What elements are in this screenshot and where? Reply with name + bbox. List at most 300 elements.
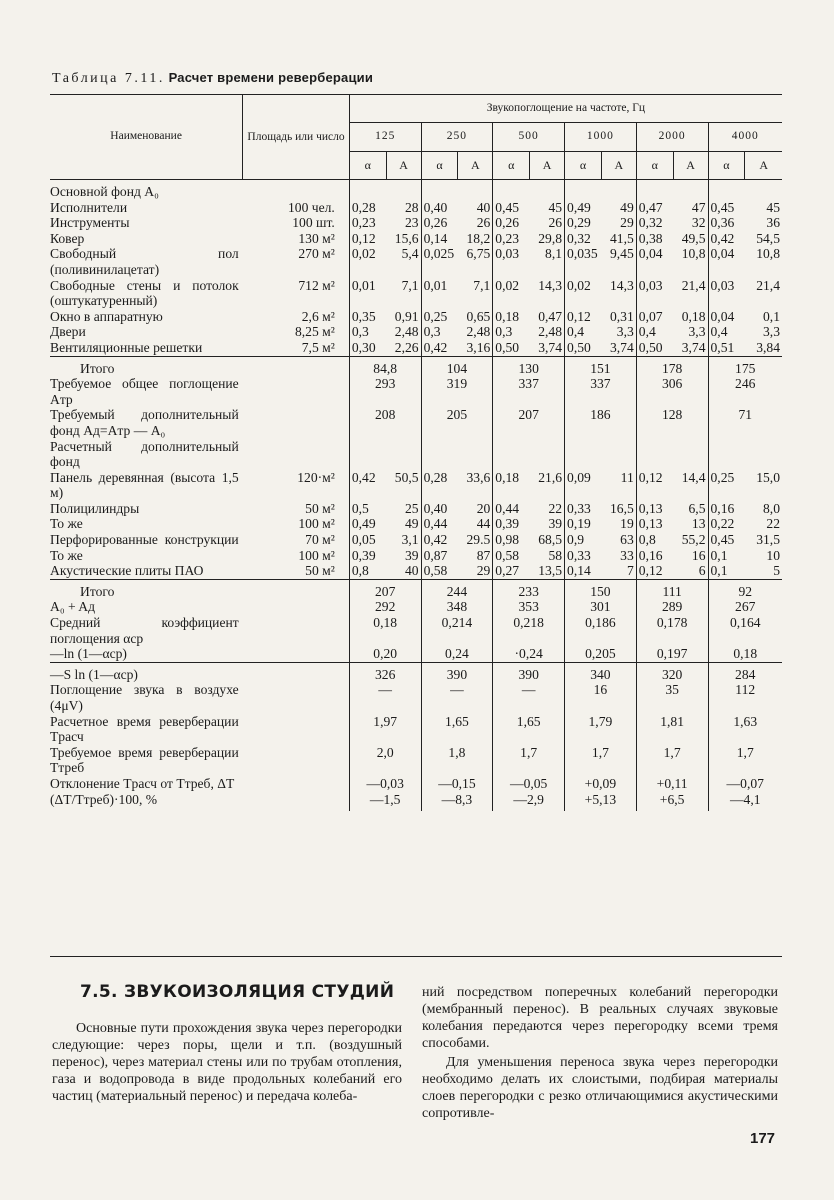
frequency-header: 4000 bbox=[708, 123, 782, 151]
absorption-value: 0,47 bbox=[530, 309, 565, 325]
spacer-cell bbox=[708, 807, 745, 811]
alpha-value: 0,13 bbox=[638, 500, 663, 516]
spacer-cell bbox=[243, 807, 350, 811]
alpha-value: 0,04 bbox=[710, 308, 735, 324]
row-area bbox=[243, 776, 350, 792]
frequency-value: 104 bbox=[421, 361, 493, 377]
alpha-value: 0,42 bbox=[423, 532, 448, 548]
absorption-value: 26 bbox=[530, 215, 565, 231]
table-row bbox=[50, 516, 782, 532]
absorption-value: 8,1 bbox=[530, 246, 565, 277]
table-caption-label: Таблица 7.11. bbox=[52, 71, 165, 86]
frequency-value: 1,7 bbox=[493, 745, 565, 776]
alpha-value: 0,23 bbox=[351, 215, 376, 231]
alpha-value: 0,98 bbox=[495, 532, 520, 548]
alpha-value: 0,28 bbox=[351, 199, 376, 215]
absorption-value: 5 bbox=[773, 563, 780, 579]
alpha-value: 0,40 bbox=[423, 199, 448, 215]
alpha-value: 0,26 bbox=[423, 215, 448, 231]
row-name: Требуемое общее поглощение Aтр bbox=[50, 376, 239, 407]
alpha-value: 0,3 bbox=[495, 324, 513, 340]
spacer-cell bbox=[565, 807, 602, 811]
absorption-value: 3,84 bbox=[756, 339, 780, 355]
alpha-value: 0,33 bbox=[567, 500, 591, 516]
absorption-a-header: A bbox=[530, 151, 565, 179]
alpha-value: 0,4 bbox=[567, 324, 585, 340]
absorption-value: 0,31 bbox=[601, 309, 636, 325]
alpha-value: 0,45 bbox=[710, 199, 735, 215]
row-name: Поглощение звука в воздухе (4μV) bbox=[50, 682, 239, 713]
row-area bbox=[243, 714, 350, 745]
spacer-cell bbox=[493, 807, 530, 811]
alpha-header: α bbox=[349, 151, 386, 179]
frequency-value: — bbox=[421, 682, 493, 713]
absorption-value: 55,2 bbox=[673, 532, 708, 548]
row-name: Панель деревянная (высота 1,5 м) bbox=[50, 469, 239, 501]
alpha-value: 0,58 bbox=[423, 563, 448, 579]
table-row bbox=[50, 324, 782, 340]
frequency-value: 348 bbox=[421, 599, 493, 615]
spacer-cell bbox=[386, 807, 421, 811]
absorption-value: 5,4 bbox=[386, 246, 421, 277]
frequency-value: 0,197 bbox=[636, 646, 708, 662]
row-name: Средний коэффициент поглощения αср bbox=[50, 615, 239, 646]
frequency-value: 0,178 bbox=[636, 615, 708, 646]
absorption-value: 6,75 bbox=[458, 246, 493, 277]
row-name: Итого bbox=[80, 583, 115, 599]
frequency-value: 390 bbox=[421, 667, 493, 683]
alpha-value: 0,02 bbox=[567, 277, 591, 293]
absorption-value: 29,8 bbox=[530, 231, 565, 247]
alpha-value: 0,025 bbox=[423, 246, 455, 262]
summary-row bbox=[50, 407, 782, 438]
alpha-value: 0,16 bbox=[710, 500, 735, 516]
absorption-value: 14,3 bbox=[601, 278, 636, 309]
summary-row bbox=[50, 376, 782, 407]
frequency-value: 128 bbox=[636, 407, 708, 438]
left-column-paragraph: Основные пути прохождения звука через перегородки следующие: через поры, щели и т.п. (воздушный перенос), через материал стены или по трубам отопления, газа и водопровода в виде продольных колебаний его частиц (материальный перенос) и передача колеба- bbox=[52, 1021, 402, 1104]
absorption-value: 15,0 bbox=[756, 469, 780, 485]
alpha-value: 0,32 bbox=[638, 215, 663, 231]
frequency-value: 1,8 bbox=[421, 745, 493, 776]
absorption-value: 39 bbox=[386, 548, 421, 564]
table-caption-title: Расчет времени реверберации bbox=[168, 70, 374, 85]
absorption-value: 36 bbox=[766, 215, 780, 231]
absorption-a-header: A bbox=[458, 151, 493, 179]
alpha-value: 0,26 bbox=[495, 215, 520, 231]
row-area: 130 м² bbox=[243, 231, 350, 247]
absorption-value: 19 bbox=[601, 516, 636, 532]
alpha-value: 0,29 bbox=[567, 215, 591, 231]
alpha-value: 0,42 bbox=[351, 469, 376, 485]
alpha-value: 0,45 bbox=[710, 532, 735, 548]
absorption-value: 3,74 bbox=[673, 340, 708, 356]
spacer-cell bbox=[50, 807, 243, 811]
row-area: 7,5 м² bbox=[243, 340, 350, 356]
row-name: То же bbox=[50, 547, 83, 563]
alpha-value: 0,3 bbox=[351, 324, 369, 340]
row-area bbox=[243, 599, 350, 615]
row-name: Свободные стены и потолок (оштукатуренный) bbox=[50, 277, 239, 309]
summary-row bbox=[50, 361, 782, 377]
absorption-value: 44 bbox=[458, 516, 493, 532]
absorption-value: 15,6 bbox=[386, 231, 421, 247]
table-row bbox=[50, 231, 782, 247]
row-area bbox=[243, 792, 350, 808]
alpha-value: 0,3 bbox=[423, 324, 441, 340]
header-name: Наименование bbox=[50, 95, 243, 180]
absorption-value: 39 bbox=[530, 516, 565, 532]
alpha-header: α bbox=[708, 151, 745, 179]
frequency-value: 111 bbox=[636, 584, 708, 600]
alpha-value: 0,19 bbox=[567, 516, 591, 532]
row-area bbox=[243, 667, 350, 683]
absorption-value: 49,5 bbox=[673, 231, 708, 247]
frequency-value: 84,8 bbox=[349, 361, 421, 377]
absorption-value: 40 bbox=[386, 563, 421, 579]
alpha-value: 0,49 bbox=[351, 516, 376, 532]
spacer-cell bbox=[458, 807, 493, 811]
frequency-value: —0,05 bbox=[493, 776, 565, 792]
row-area: 100 м² bbox=[243, 516, 350, 532]
frequency-value: 1,7 bbox=[565, 745, 637, 776]
summary-row bbox=[50, 439, 782, 470]
absorption-value: 10 bbox=[766, 547, 780, 563]
table-row bbox=[50, 215, 782, 231]
table-row bbox=[50, 309, 782, 325]
row-area bbox=[243, 646, 350, 662]
summary-row bbox=[50, 776, 782, 792]
row-area: 50 м² bbox=[243, 501, 350, 517]
row-name: Полицилиндры bbox=[50, 500, 140, 516]
row-name: Окно в аппаратную bbox=[50, 308, 163, 324]
absorption-value: 40 bbox=[458, 200, 493, 216]
alpha-value: 0,12 bbox=[567, 308, 591, 324]
absorption-value: 3,3 bbox=[763, 324, 780, 340]
row-area: 100 шт. bbox=[243, 215, 350, 231]
table-row bbox=[50, 501, 782, 517]
summary-row bbox=[50, 667, 782, 683]
absorption-value: 63 bbox=[601, 532, 636, 548]
row-area: 712 м² bbox=[243, 278, 350, 309]
frequency-value: 1,65 bbox=[421, 714, 493, 745]
row-name: Основной фонд A₀ bbox=[50, 184, 159, 199]
frequency-value: 353 bbox=[493, 599, 565, 615]
frequency-value: 175 bbox=[735, 360, 756, 376]
summary-row bbox=[50, 599, 782, 615]
frequency-value: 292 bbox=[349, 599, 421, 615]
frequency-value: 0,20 bbox=[349, 646, 421, 662]
absorption-value: 13,5 bbox=[530, 563, 565, 579]
spacer-cell bbox=[673, 807, 708, 811]
absorption-value: 21,4 bbox=[756, 277, 780, 293]
frequency-value: 112 bbox=[735, 682, 756, 698]
absorption-value: 0,91 bbox=[386, 309, 421, 325]
frequency-header: 1000 bbox=[565, 123, 637, 151]
alpha-value: 0,27 bbox=[495, 563, 520, 579]
table-row bbox=[50, 563, 782, 579]
absorption-value: 47 bbox=[673, 200, 708, 216]
absorption-value: 7 bbox=[601, 563, 636, 579]
row-name: Отклонение Tрасч от Tтреб, ΔT bbox=[50, 775, 235, 791]
summary-row bbox=[50, 682, 782, 713]
frequency-value: 1,97 bbox=[349, 714, 421, 745]
alpha-value: 0,47 bbox=[638, 199, 663, 215]
spacer-cell bbox=[421, 807, 458, 811]
absorption-value: 25 bbox=[386, 501, 421, 517]
row-area bbox=[243, 376, 350, 407]
frequency-value: 1,81 bbox=[636, 714, 708, 745]
row-name: —ln (1—αср) bbox=[50, 646, 127, 662]
row-area bbox=[243, 439, 350, 470]
absorption-value: 3,3 bbox=[601, 324, 636, 340]
frequency-value: +0,09 bbox=[565, 776, 637, 792]
frequency-value: 1,63 bbox=[733, 713, 758, 729]
frequency-value: 267 bbox=[735, 599, 756, 615]
row-name: Расчетное время реверберации Tрасч bbox=[50, 713, 239, 745]
table-row bbox=[50, 278, 782, 309]
frequency-value bbox=[493, 439, 565, 470]
alpha-value: 0,12 bbox=[351, 230, 376, 246]
alpha-value: 0,5 bbox=[351, 500, 369, 516]
alpha-value: 0,01 bbox=[351, 277, 376, 293]
spacer-cell bbox=[745, 807, 782, 811]
alpha-value: 0,25 bbox=[710, 469, 735, 485]
spacer-row bbox=[50, 807, 782, 811]
frequency-value: 0,18 bbox=[349, 615, 421, 646]
absorption-value: 32 bbox=[673, 215, 708, 231]
absorption-value: 49 bbox=[386, 516, 421, 532]
alpha-value bbox=[708, 184, 745, 200]
alpha-value: 0,01 bbox=[423, 277, 448, 293]
frequency-value: 0,18 bbox=[733, 646, 758, 662]
absorption-value: 2,48 bbox=[530, 324, 565, 340]
right-paragraph-1: ний посредством поперечных колебаний перегородки (мембранный перенос). В реальных случаях звуковые колебания передаются через перегородку всеми тремя способами. bbox=[422, 985, 778, 1051]
frequency-value: 178 bbox=[636, 361, 708, 377]
alpha-value: 0,12 bbox=[638, 563, 663, 579]
absorption-value: 21,6 bbox=[530, 470, 565, 501]
alpha-value: 0,87 bbox=[423, 547, 448, 563]
alpha-value: 0,39 bbox=[351, 547, 376, 563]
absorption-value: 6 bbox=[673, 563, 708, 579]
frequency-value: 337 bbox=[493, 376, 565, 407]
absorption-value: 0,1 bbox=[763, 308, 780, 324]
absorption-value: 68,5 bbox=[530, 532, 565, 548]
absorption-value: 14,4 bbox=[673, 470, 708, 501]
row-name: —S ln (1—αср) bbox=[50, 666, 138, 682]
frequency-value: —8,3 bbox=[421, 792, 493, 808]
right-column bbox=[422, 984, 778, 1122]
alpha-value: 0,39 bbox=[495, 516, 520, 532]
absorption-value: 16,5 bbox=[601, 501, 636, 517]
alpha-value: 0,16 bbox=[638, 547, 663, 563]
absorption-value: 0,65 bbox=[458, 309, 493, 325]
frequency-value bbox=[636, 439, 708, 470]
frequency-value: 151 bbox=[565, 361, 637, 377]
row-area: 270 м² bbox=[243, 246, 350, 277]
row-name: Требуемый дополнительный фонд Aд=Aтр — A₀ bbox=[50, 407, 239, 438]
alpha-value: 0,51 bbox=[710, 339, 735, 355]
frequency-value: —4,1 bbox=[729, 791, 761, 807]
row-area bbox=[243, 584, 350, 600]
page-number: 177 bbox=[750, 1130, 776, 1147]
absorption-value: 23 bbox=[386, 215, 421, 231]
alpha-value: 0,25 bbox=[423, 308, 448, 324]
alpha-value: 0,4 bbox=[710, 324, 728, 340]
alpha-value: 0,22 bbox=[710, 516, 735, 532]
summary-row bbox=[50, 584, 782, 600]
absorption-value: 3,3 bbox=[673, 324, 708, 340]
absorption-value: 13 bbox=[673, 516, 708, 532]
alpha-value: 0,50 bbox=[567, 339, 591, 355]
absorption-value: 10,8 bbox=[673, 246, 708, 277]
frequency-value bbox=[349, 439, 421, 470]
row-name: Свободный пол (поливинилацетат) bbox=[50, 246, 239, 277]
absorption-value: 3,1 bbox=[386, 532, 421, 548]
row-name: (ΔT/Tтреб)·100, % bbox=[50, 791, 158, 807]
spacer-cell bbox=[349, 807, 386, 811]
row-area bbox=[243, 745, 350, 776]
alpha-value bbox=[493, 184, 530, 200]
alpha-value: 0,14 bbox=[567, 563, 591, 579]
absorption-value bbox=[458, 184, 493, 200]
absorption-value bbox=[601, 184, 636, 200]
spacer-cell bbox=[530, 807, 565, 811]
frequency-value: +6,5 bbox=[636, 792, 708, 808]
row-area: 120·м² bbox=[243, 470, 350, 501]
alpha-header: α bbox=[636, 151, 673, 179]
absorption-a-header: A bbox=[601, 151, 636, 179]
section-title: 7.5. ЗВУКОИЗОЛЯЦИЯ СТУДИЙ bbox=[80, 982, 395, 1002]
alpha-value: 0,30 bbox=[351, 339, 376, 355]
absorption-value: 33,6 bbox=[458, 470, 493, 501]
frequency-value: 319 bbox=[421, 376, 493, 407]
frequency-value: 340 bbox=[565, 667, 637, 683]
alpha-value: 0,9 bbox=[567, 532, 585, 548]
frequency-header: 2000 bbox=[636, 123, 708, 151]
absorption-value: 21,4 bbox=[673, 278, 708, 309]
alpha-value: 0,8 bbox=[351, 563, 369, 579]
absorption-value: 45 bbox=[530, 200, 565, 216]
absorption-value: 50,5 bbox=[386, 470, 421, 501]
absorption-value: 7,1 bbox=[458, 278, 493, 309]
frequency-value: 1,79 bbox=[565, 714, 637, 745]
alpha-value: 0,03 bbox=[495, 246, 520, 262]
frequency-value: 0,205 bbox=[565, 646, 637, 662]
frequency-value: —1,5 bbox=[349, 792, 421, 808]
alpha-value: 0,35 bbox=[351, 308, 376, 324]
alpha-value: 0,36 bbox=[710, 215, 735, 231]
alpha-value: 0,8 bbox=[638, 532, 656, 548]
reverberation-table bbox=[50, 94, 782, 811]
table-row bbox=[50, 470, 782, 501]
alpha-value: 0,1 bbox=[710, 563, 728, 579]
row-name: A₀ + Aд bbox=[50, 599, 96, 615]
table-body bbox=[50, 180, 782, 812]
alpha-value: 0,42 bbox=[423, 339, 448, 355]
absorption-value: 2,48 bbox=[458, 324, 493, 340]
row-area bbox=[243, 615, 350, 646]
alpha-value: 0,23 bbox=[495, 230, 520, 246]
summary-row bbox=[50, 646, 782, 662]
frequency-value: 130 bbox=[493, 361, 565, 377]
alpha-value: 0,18 bbox=[495, 469, 520, 485]
absorption-value: 10,8 bbox=[756, 246, 780, 262]
alpha-value: 0,40 bbox=[423, 500, 448, 516]
frequency-value: — bbox=[349, 682, 421, 713]
alpha-value bbox=[636, 184, 673, 200]
frequency-value: 205 bbox=[421, 407, 493, 438]
frequency-value: 0,218 bbox=[493, 615, 565, 646]
frequency-value: 284 bbox=[735, 666, 756, 682]
summary-row bbox=[50, 615, 782, 646]
row-name: Ковер bbox=[50, 230, 85, 246]
absorption-value: 31,5 bbox=[756, 532, 780, 548]
row-area: 2,6 м² bbox=[243, 309, 350, 325]
absorption-value: 54,5 bbox=[756, 230, 780, 246]
frequency-value: — bbox=[493, 682, 565, 713]
alpha-value: 0,1 bbox=[710, 547, 728, 563]
absorption-value: 45 bbox=[766, 199, 780, 215]
alpha-value: 0,02 bbox=[495, 277, 520, 293]
summary-row bbox=[50, 792, 782, 808]
row-name: Вентиляционные решетки bbox=[50, 339, 203, 355]
alpha-value: 0,44 bbox=[495, 500, 520, 516]
frequency-value: 71 bbox=[738, 407, 753, 423]
frequency-value: 1,65 bbox=[493, 714, 565, 745]
alpha-value: 0,09 bbox=[567, 469, 591, 485]
frequency-value: 92 bbox=[738, 583, 753, 599]
absorption-value: 0,18 bbox=[673, 309, 708, 325]
row-area: 100 м² bbox=[243, 548, 350, 564]
alpha-value: 0,28 bbox=[423, 469, 448, 485]
alpha-value: 0,45 bbox=[495, 199, 520, 215]
frequency-value: —0,07 bbox=[726, 775, 764, 791]
table-row bbox=[50, 184, 782, 200]
alpha-value: 0,04 bbox=[638, 246, 663, 262]
absorption-value: 7,1 bbox=[386, 278, 421, 309]
absorption-value: 29.5 bbox=[458, 532, 493, 548]
absorption-value: 16 bbox=[673, 548, 708, 564]
absorption-value: 3,16 bbox=[458, 340, 493, 356]
absorption-value bbox=[530, 184, 565, 200]
row-name: Инструменты bbox=[50, 215, 130, 231]
table-caption bbox=[52, 70, 373, 87]
absorption-value: 26 bbox=[458, 215, 493, 231]
absorption-value: 20 bbox=[458, 501, 493, 517]
row-area: 70 м² bbox=[243, 532, 350, 548]
frequency-value: —0,15 bbox=[421, 776, 493, 792]
frequency-value bbox=[565, 439, 637, 470]
summary-row bbox=[50, 714, 782, 745]
table-row bbox=[50, 246, 782, 277]
absorption-value: 33 bbox=[601, 548, 636, 564]
absorption-a-header: A bbox=[673, 151, 708, 179]
frequency-value: 2,0 bbox=[349, 745, 421, 776]
frequency-value: 207 bbox=[493, 407, 565, 438]
absorption-a-header: A bbox=[386, 151, 421, 179]
absorption-value: 28 bbox=[386, 200, 421, 216]
alpha-value bbox=[565, 184, 602, 200]
row-name: То же bbox=[50, 516, 83, 532]
frequency-value: 0,24 bbox=[421, 646, 493, 662]
alpha-value: 0,07 bbox=[638, 308, 663, 324]
absorption-value bbox=[386, 184, 421, 200]
alpha-value: 0,02 bbox=[351, 246, 376, 262]
absorption-value: 22 bbox=[766, 516, 780, 532]
absorption-value: 3,74 bbox=[601, 340, 636, 356]
alpha-value: 0,03 bbox=[638, 277, 663, 293]
